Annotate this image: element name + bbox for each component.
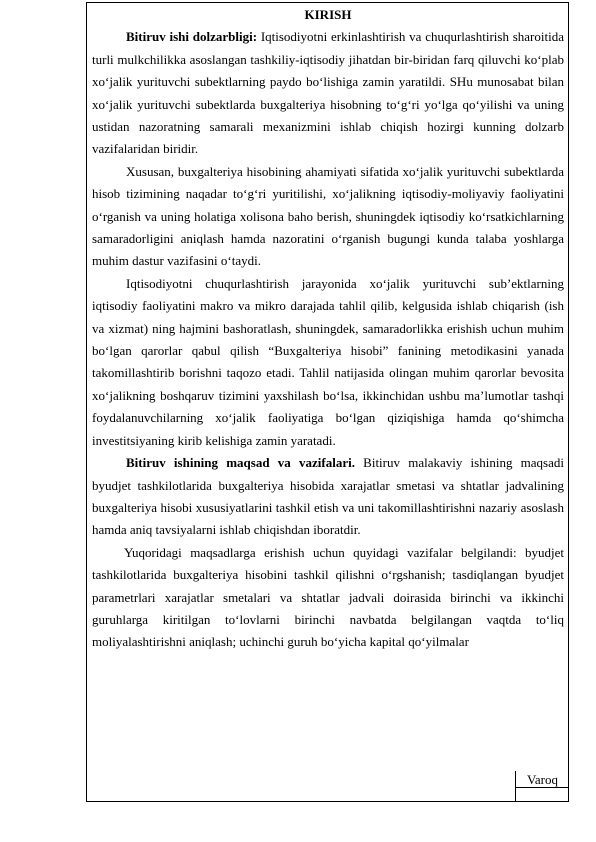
stamp-label: Varoq: [516, 771, 569, 788]
goals-text: Bitiruv malakaviy ishining maqsadi byudjet tashkilotlarida buxgalteriya hisobida xarajatlar smetasi va shtatlar jadvalining buxgalteriya hisobi xususiyatlarini tashkil etish va uni takomillashtirishni nazariy asoslash hamda aniq tavsiyalarni ishlab chiqishdan iboratdir.: [92, 455, 564, 538]
section-title: KIRISH: [304, 7, 352, 22]
paragraph-deepening: Iqtisodiyotni chuqurlashtirish jarayonida xo‘jalik yurituvchi sub’ektlarning iqtisodiy faoliyatini makro va mikro darajada tahlil qilib, kelgusida ishlab chiqarish (ish va xizmat) ning hajmini bashoratlash, shuningdek, samaradorlikka erishish uchun muhim bo‘lgan qarorlar qabul qilish “Buxgalteriya hisobi” fanining metodikasini yanada takomillashtirib borishni taqozo etadi. Tahlil natijasida olingan muhim qarorlar bevosita xo‘jalikning boshqaruv tizimini yaxshilash bo‘lsa, ikkinchidan ushbu ma’lumotlar tashqi foydalanuvchilarning xo‘jalik faoliyatiga bo‘lgan qiziqishiga hamda qo‘shimcha investitsiyaning kirib kelishiga zamin yaratadi.: [92, 275, 564, 448]
relevance-heading: Bitiruv ishi dolzarbligi:: [126, 29, 258, 45]
relevance-text: Iqtisodiyotni erkinlashtirish va chuqurlashtirish sharoitida turli mulkchilikka asoslangan tashkiliy-iqtisodiy jihatdan bir-biridan farq qiluvchi ko‘plab xo‘jalik yurituvchi subektlarning paydo bo‘lishiga zamin yaratildi. SHu munosabat bilan xo‘jalik yurituvchi subektlarda buxgalteriya hisobning to‘g‘ri yo‘lga qo‘yilishi va uning ustidan nazoratning samarali mexanizmini ishlab chiqish hozirgi kunning dolzarb vazifalaridan biridir.: [92, 29, 564, 157]
paragraph-importance: Xususan, buxgalteriya hisobining ahamiyati sifatida xo‘jalik yurituvchi subektlarda hisob tizimining naqadar to‘g‘ri yuritilishi, xo‘jalikning iqtisodiy-moliyaviy faoliyatini o‘rganish va uning holatiga xolisona baho berish, shuningdek iqtisodiy ko‘rsatkichlarning samaradorligini aniqlash hamda nazoratini o‘rganish bugungi kunda talaba yoshlarga muhim dastur vazifasini o‘taydi.: [92, 163, 564, 269]
paragraph-tasks: Yuqoridagi maqsadlarga erishish uchun quyidagi vazifalar belgilandi: byudjet tashkilotlarida buxgalteriya hisobini tashkil qilishni o‘rgshanish; tasdiqlangan byudjet parametrlari xarajatlar smetalari va shtatlar jadvali doirasida birinchi va ikkinchi guruhlarga kiritilgan to‘lovlarni birinchi navbatda belgilangan vaqtda to‘liq moliyalashtirishni aniqlash; uchinchi guruh bo‘yicha kapital qo‘yilmalar: [92, 544, 564, 650]
paragraph-relevance: [92, 26, 564, 160]
document-body: [92, 4, 564, 654]
paragraph-goals: [92, 452, 564, 542]
page-number-stamp: [515, 771, 569, 802]
goals-heading: Bitiruv ishining maqsad va vazifalari.: [126, 455, 355, 471]
